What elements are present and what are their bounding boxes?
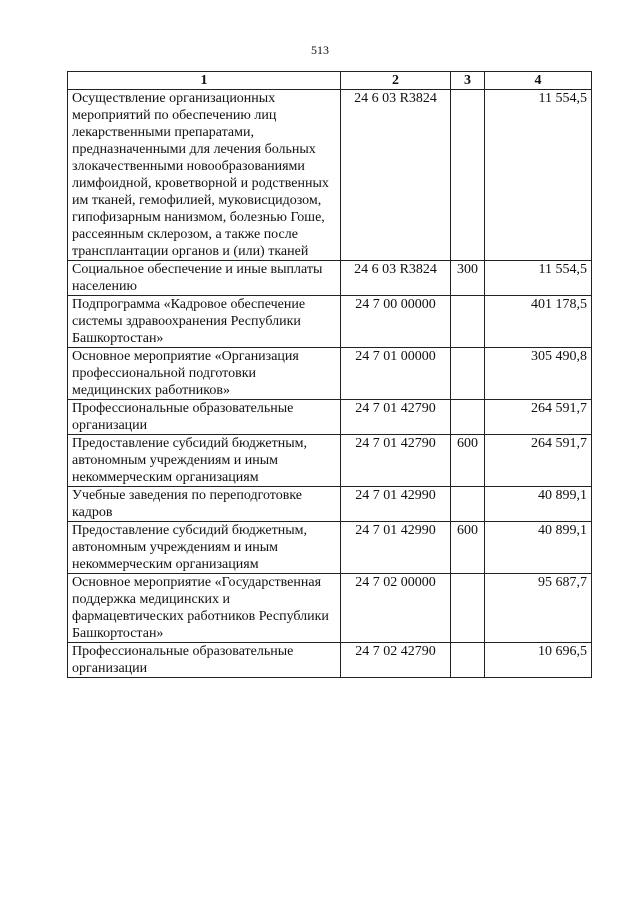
row-name: Основное мероприятие «Государственная поддержка медицинских и фармацевтических работников Республики Башкортостан» bbox=[68, 574, 341, 643]
table-row bbox=[68, 487, 592, 522]
table-row bbox=[68, 522, 592, 574]
row-code: 24 7 01 42790 bbox=[341, 400, 451, 435]
row-type bbox=[451, 348, 485, 400]
row-type bbox=[451, 487, 485, 522]
row-amount: 11 554,5 bbox=[485, 90, 592, 261]
row-type bbox=[451, 643, 485, 678]
row-type bbox=[451, 574, 485, 643]
row-name: Предоставление субсидий бюджетным, автономным учреждениям и иным некоммерческим организациям bbox=[68, 435, 341, 487]
row-amount: 11 554,5 bbox=[485, 261, 592, 296]
header-cell-2: 2 bbox=[341, 72, 451, 90]
row-name: Социальное обеспечение и иные выплаты населению bbox=[68, 261, 341, 296]
row-name: Подпрограмма «Кадровое обеспечение системы здравоохранения Республики Башкортостан» bbox=[68, 296, 341, 348]
row-code: 24 7 02 00000 bbox=[341, 574, 451, 643]
row-name: Учебные заведения по переподготовке кадров bbox=[68, 487, 341, 522]
table-row bbox=[68, 400, 592, 435]
header-row bbox=[68, 72, 592, 90]
row-type: 300 bbox=[451, 261, 485, 296]
row-name: Основное мероприятие «Организация профессиональной подготовки медицинских работников» bbox=[68, 348, 341, 400]
row-type bbox=[451, 400, 485, 435]
row-amount: 10 696,5 bbox=[485, 643, 592, 678]
page-number: 513 bbox=[311, 43, 329, 57]
table-row bbox=[68, 643, 592, 678]
header-cell-3: 3 bbox=[451, 72, 485, 90]
row-type: 600 bbox=[451, 435, 485, 487]
row-name: Предоставление субсидий бюджетным, автономным учреждениям и иным некоммерческим организациям bbox=[68, 522, 341, 574]
row-amount: 264 591,7 bbox=[485, 400, 592, 435]
budget-table bbox=[67, 71, 592, 678]
row-code: 24 7 02 42790 bbox=[341, 643, 451, 678]
row-code: 24 6 03 R3824 bbox=[341, 90, 451, 261]
row-type bbox=[451, 90, 485, 261]
row-type bbox=[451, 296, 485, 348]
table-row bbox=[68, 574, 592, 643]
row-name: Осуществление организационных мероприятий по обеспечению лиц лекарственными препаратами, предназначенными для лечения больных злокачественными новообразованиями лимфоидной, кроветворной и родственных им тканей, гемофилией, муковисцидозом, гипофизарным нанизмом, болезнью Гоше, рассеянным склерозом, а также после трансплантации органов и (или) тканей bbox=[68, 90, 341, 261]
row-code: 24 7 01 42790 bbox=[341, 435, 451, 487]
table-row bbox=[68, 435, 592, 487]
table-row bbox=[68, 90, 592, 261]
row-amount: 95 687,7 bbox=[485, 574, 592, 643]
table-row bbox=[68, 261, 592, 296]
row-name: Профессиональные образовательные организации bbox=[68, 400, 341, 435]
row-amount: 40 899,1 bbox=[485, 522, 592, 574]
header-cell-1: 1 bbox=[68, 72, 341, 90]
row-amount: 401 178,5 bbox=[485, 296, 592, 348]
row-code: 24 7 01 00000 bbox=[341, 348, 451, 400]
row-code: 24 7 01 42990 bbox=[341, 487, 451, 522]
row-type: 600 bbox=[451, 522, 485, 574]
row-code: 24 7 01 42990 bbox=[341, 522, 451, 574]
table-row bbox=[68, 348, 592, 400]
row-name: Профессиональные образовательные организации bbox=[68, 643, 341, 678]
row-amount: 264 591,7 bbox=[485, 435, 592, 487]
row-amount: 40 899,1 bbox=[485, 487, 592, 522]
header-cell-4: 4 bbox=[485, 72, 592, 90]
table-row bbox=[68, 296, 592, 348]
row-code: 24 6 03 R3824 bbox=[341, 261, 451, 296]
row-amount: 305 490,8 bbox=[485, 348, 592, 400]
row-code: 24 7 00 00000 bbox=[341, 296, 451, 348]
